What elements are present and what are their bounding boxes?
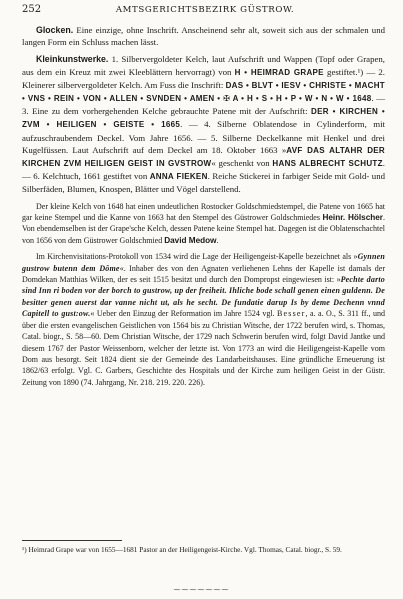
inscription-patene-1665: DER • KIRCHEN • ZVM • HEILIGEN • GEISTE • 1665	[22, 107, 385, 130]
section-history	[22, 251, 385, 388]
goldsmith-medow: David Medow	[164, 235, 217, 245]
kk-text-4: . — 4. Silberne Oblatendose in Cylinderform, mit aufzuschraubendem Deckel. Vom Jahre 1656. — 5. Silberne Deckelkanne mit Henkel und drei Kugelfüssen. Laut Aufschrift auf dem Deckel am 18. Oktober 1663 »	[22, 119, 385, 155]
history-text-1: Im Kirchenvisitations-Protokoll von 1534 wird die Lage der Heiligengeist-Kapelle bezeichnet als »	[36, 252, 358, 262]
page-number: 252	[22, 4, 42, 15]
kk-text-6: . — 6. Kelchtuch, 1661 gestiftet von	[22, 158, 385, 182]
goldsmith-hoelscher: Heinr. Hölscher	[322, 213, 383, 223]
kk-text-2: gestiftet.¹) — 2. Kleinerer silbervergoldeter Kelch. Am Fuss die Inschrift:	[22, 66, 385, 90]
kk-text-3: . — 3. Eine zu dem vorhergehenden Kelche gebrauchte Patene mit der Aufschrift:	[22, 93, 385, 117]
section-goldsmith-marks	[22, 201, 385, 247]
author-besser: Besser	[277, 309, 306, 319]
glocken-text: Eine einzige, ohne Inschrift. Anscheinend sehr alt, soweit sich aus der schmalen und langen Form ein Schluss machen lässt.	[22, 25, 385, 48]
heading-glocken: Glocken.	[36, 25, 74, 35]
donor-schutz: HANS ALBRECHT SCHUTZ	[272, 159, 383, 169]
quote-protocol: Pechte darto sind Inn ri boden vor der borch to gustrow, up der freiheit. Ihliche bode schall genen einen guldenn. De besitter genen auerst dar vanne nicht ut, als he secht. De fundatie darup Is by deme Dechenn vnnd Capitell to gust:ow.	[22, 275, 386, 319]
footnote-rule	[22, 540, 122, 541]
donor-fieken: ANNA FIEKEN	[149, 172, 208, 182]
running-title: AMTSGERICHTSBEZIRK GÜSTROW.	[115, 5, 295, 15]
page-bottom-ornament: ⁓⁓⁓⁓⁓⁓⁓	[173, 586, 230, 594]
body-text	[22, 24, 385, 393]
footnote	[22, 545, 385, 555]
section-kleinkunstwerke	[22, 53, 385, 195]
inscription-grape: H • HEIMRAD GRAPE	[234, 67, 324, 77]
inscription-kelch-1648: DAS • BLVT • IESV • CHRISTE • MACHT • VNS • REIN • VON • ALLEN • SVNDEN • AMEN • ✠ A • H • S • H • P • W • N • W • 1648	[22, 80, 385, 104]
history-text-4: , a. a. O., S. 311 ff., und über die ersten evangelischen Geistlichen von 1564 bis zu Christian Witsche, der 1722 berufen wird, s. Thomas, Catal. biogr., S. 58—60. Dem Christian Witsche, der 1729 nach Schwerin berufen wird, folgt David Jantke und diesem 1767 der Pastor Weissenborn, welcher der letzte ist. Von 1773 an wird die Heiligengeist-Kapelle vom Dom aus besorgt. Seit 1824 dient sie der Gemeinde des Landarbeitshauses. Eine gründliche Erneuerung ist 1862/63 erfolgt. Vgl. C. Garbers, Geschichte des Hospitals und der Kirche zum heiligen Geist in der Güstr. Zeitung von 1890 (74. Jahrgang, Nr. 218. 219. 220. 226).	[22, 309, 386, 387]
heading-kleinkunstwerke: Kleinkunstwerke.	[36, 54, 109, 65]
marks-text-2: . Von ebendemselben ist der Grape'sche Kelch, dessen Patene keine Stempel hat. Dagegen ist die Oblatenschachtel von 1656 von dem Güstrower Goldschmied	[22, 213, 385, 245]
kk-text-7: . Reiche Stickerei in farbiger Seide mit Gold- und Silberfäden, Blumen, Knospen, Blätter und Vögel darstellend.	[22, 171, 385, 195]
marks-text-1: Der kleine Kelch von 1648 hat einen undeutlichen Rostocker Goldschmiedstempel, die Patene von 1665 hat gar keine Stempel und die Kanne von 1663 hat den Stempel des Güstrower Goldschmiedes	[22, 201, 385, 223]
page-header	[22, 4, 385, 18]
marks-text-3: .	[216, 235, 219, 245]
section-glocken	[22, 24, 385, 48]
kk-text-1: 1. Silbervergoldeter Kelch, laut Aufschrift und Wappen (Topf oder Grapen, aus dem ein Kreuz mit zwei Kleeblättern hervorragt) von	[22, 54, 385, 77]
kk-text-5: « geschenkt von	[211, 158, 273, 169]
quote-gustrow: Gynnen gustrow butenn dem Dôme	[22, 252, 385, 273]
inscription-kanne-1663: AVF DAS ALTAHR DER KIRCHEN ZVM HEILIGEN GEIST IN GVSTROW	[22, 145, 385, 169]
history-text-2: «. Inhaber des von den Agnaten verliehenen Lehns der Kapelle ist damals der Domdekan Matthias Wilken, der es seit 1515 besitzt und durch den Dompropst eingewiesen ist: »	[22, 263, 385, 285]
history-text-3: « Ueber den Einzug der Reformation im Jahre 1524 vgl.	[90, 309, 278, 319]
footnote-text: ¹) Heimrad Grape war von 1655—1681 Pastor an der Heiligengeist-Kirche. Vgl. Thomas, Catal. biogr., S. 59.	[22, 545, 342, 554]
